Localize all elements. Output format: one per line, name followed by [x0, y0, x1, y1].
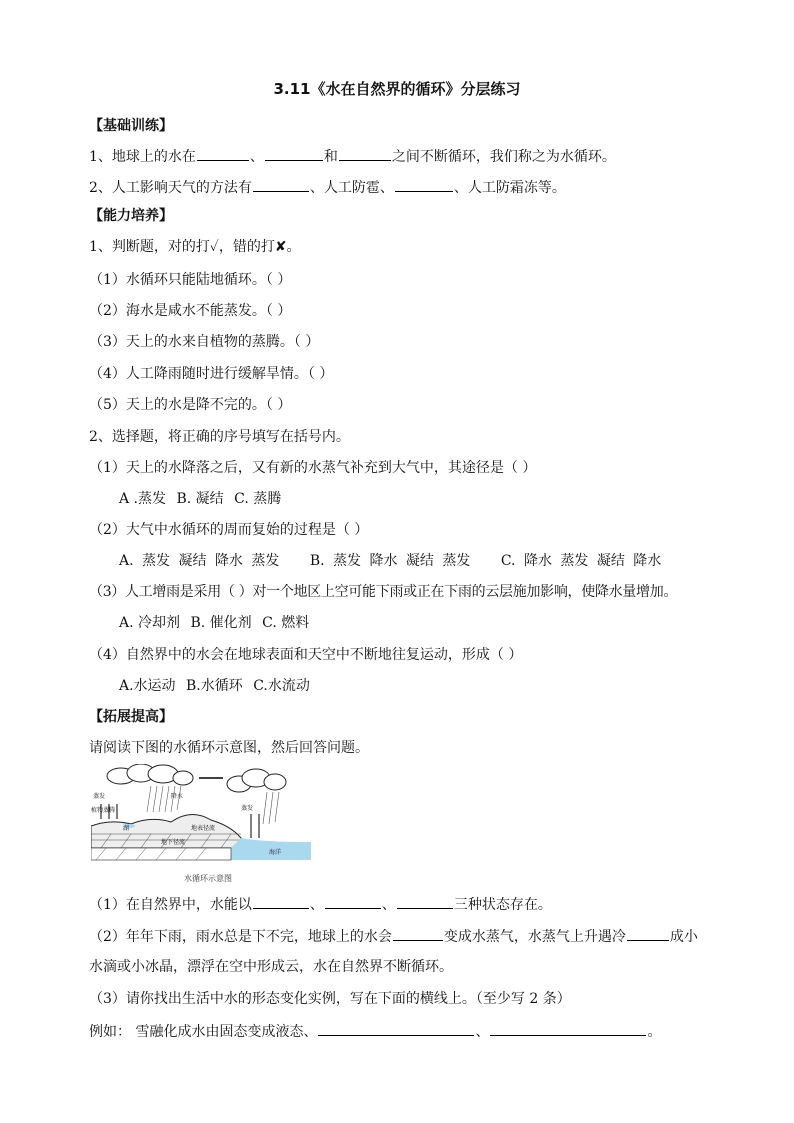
answer-blank[interactable]	[265, 146, 323, 161]
judge-item: （3）天上的水来自植物的蒸腾。（ ）	[89, 334, 320, 350]
basic-question-1	[89, 146, 616, 167]
option[interactable]: B. 催化剂	[190, 615, 252, 631]
choice-options	[119, 676, 316, 696]
text: （1）在自然界中，水能以	[89, 897, 252, 913]
label-surface-runoff: 地表径流	[191, 825, 216, 832]
answer-blank[interactable]	[197, 146, 249, 161]
diagram-caption: 水循环示意图	[184, 874, 232, 883]
text: （2）年年下雨，雨水总是下不完，地球上的水会	[89, 929, 392, 945]
label-lake: 湖	[123, 825, 130, 832]
choice-question: （1）天上的水降落之后，又有新的水蒸气补充到大气中，其途径是（ ）	[89, 460, 537, 476]
judge-title: 1、判断题，对的打✓，错的打✘。	[89, 239, 301, 255]
answer-blank[interactable]	[395, 177, 453, 192]
option[interactable]: C. 燃料	[262, 615, 310, 631]
example-line	[89, 1021, 661, 1042]
option[interactable]: A .蒸发	[119, 491, 167, 507]
text: 、	[309, 897, 324, 913]
choice-question: （3）人工增雨是采用（ ）对一个地区上空可能下雨或正在下雨的云层施加影响，使降水量增加。	[89, 584, 678, 600]
extend-question-3: （3）请你找出生活中水的形态变化实例，写在下面的横线上。（至少写 2 条）	[89, 991, 571, 1007]
judge-item: （1）水循环只能陆地循环。（ ）	[89, 272, 292, 288]
option[interactable]: B. 蒸发 降水 凝结 蒸发	[309, 553, 471, 569]
text: 1、地球上的水在	[89, 149, 196, 165]
diagram-intro: 请阅读下图的水循环示意图，然后回答问题。	[89, 740, 369, 756]
text: 成小	[669, 929, 698, 945]
choice-question: （4）自然界中的水会在地球表面和天空中不断地往复运动，形成（ ）	[89, 647, 523, 663]
text: 例如： 雪融化成水由固态变成液态、	[89, 1024, 318, 1040]
choice-options	[119, 489, 287, 509]
answer-blank[interactable]	[393, 926, 443, 941]
choice-question: （2）大气中水循环的周而复始的过程是（ ）	[89, 522, 369, 538]
label-transpiration: 植物蒸腾	[91, 807, 116, 814]
text: 2、人工影响天气的方法有	[89, 180, 252, 196]
text: 之间不断循环，我们称之为水循环。	[391, 149, 616, 165]
option[interactable]: A. 蒸发 凝结 降水 蒸发	[119, 553, 280, 569]
page-title: 3.11《水在自然界的循环》分层练习	[273, 80, 521, 98]
option[interactable]: B.水循环	[186, 678, 243, 694]
option[interactable]: B. 凝结	[176, 491, 224, 507]
judge-item: （2）海水是咸水不能蒸发。（ ）	[89, 303, 292, 319]
text: 、人工防霜冻等。	[453, 180, 566, 196]
label-evaporation-2: 蒸发	[241, 805, 254, 812]
label-ocean: 海洋	[269, 849, 282, 856]
extend-question-1	[89, 894, 552, 915]
answer-blank[interactable]	[490, 1021, 646, 1036]
option[interactable]: A. 冷却剂	[119, 615, 181, 631]
section-ability-header: 【能力培养】	[89, 208, 173, 224]
label-groundwater: 地下径流	[161, 839, 186, 846]
water-cycle-diagram	[91, 764, 311, 864]
option[interactable]: A.水运动	[119, 678, 176, 694]
text: 。	[647, 1024, 662, 1040]
section-basic-header: 【基础训练】	[89, 118, 173, 134]
text: 、人工防雹、	[309, 180, 394, 196]
section-extend-header: 【拓展提高】	[89, 709, 173, 725]
answer-blank[interactable]	[397, 894, 453, 909]
option[interactable]: C.水流动	[253, 678, 310, 694]
answer-blank[interactable]	[253, 177, 309, 192]
answer-blank[interactable]	[339, 146, 391, 161]
extend-question-2	[89, 926, 698, 947]
text: 、	[381, 897, 396, 913]
judge-item: （4）人工降雨随时进行缓解旱情。（ ）	[89, 366, 334, 382]
option[interactable]: C. 蒸腾	[234, 491, 282, 507]
answer-blank[interactable]	[325, 894, 381, 909]
choice-title: 2、选择题，将正确的序号填写在括号内。	[89, 429, 350, 445]
label-precipitation: 降水	[171, 793, 184, 800]
text: 、	[475, 1024, 490, 1040]
label-evaporation: 蒸发	[93, 793, 106, 800]
text: 三种状态存在。	[453, 897, 552, 913]
judge-item: （5）天上的水是降不完的。（ ）	[89, 397, 292, 413]
answer-blank[interactable]	[253, 894, 309, 909]
text: 和	[323, 149, 338, 165]
option[interactable]: C. 降水 蒸发 凝结 降水	[500, 553, 662, 569]
choice-options	[119, 613, 315, 633]
extend-question-2-cont: 水滴或小冰晶，漂浮在空中形成云，水在自然界不断循环。	[89, 959, 453, 975]
answer-blank[interactable]	[627, 926, 669, 941]
choice-options	[119, 551, 667, 571]
text: 、	[249, 149, 264, 165]
answer-blank[interactable]	[318, 1021, 474, 1036]
basic-question-2	[89, 177, 566, 198]
text: 变成水蒸气，水蒸气上升遇冷	[443, 929, 626, 945]
